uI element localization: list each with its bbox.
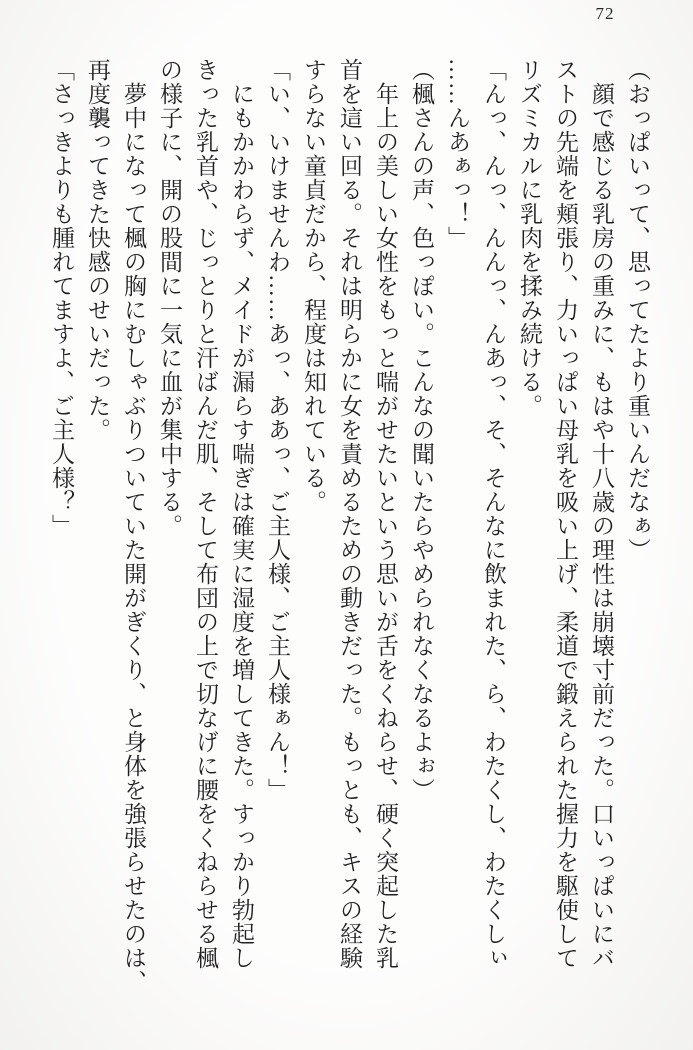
text-line: （おっぱいって、思ってたより重いんだなぁ）	[625, 58, 650, 562]
text-line: リズミカルに乳肉を揉み続ける。	[517, 58, 542, 418]
text-line: の様子に、開の股間に一気に血が集中する。	[157, 58, 182, 538]
text-line: 再度襲ってきた快感のせいだった。	[85, 58, 110, 442]
text-line: 「んっ、んっ、んんっ、んあっ、そ、そんなに飲まれた、ら、わたくし、わたくしぃ	[481, 58, 506, 970]
text-line: すらない童貞だから、程度は知れている。	[301, 58, 326, 514]
text-line: （楓さんの声、色っぽい。こんなの聞いたらやめられなくなるよぉ）	[409, 58, 434, 802]
text-line: 年上の美しい女性をもっと喘がせたいという思いが舌をくねらせ、硬く突起した乳	[373, 58, 398, 970]
text-line: 「い、いけませんわ……あっ、ああっ、ご主人様、ご主人様ぁん！」	[265, 58, 290, 802]
text-line: ……んあぁっ！」	[445, 58, 470, 250]
text-line: ストの先端を頬張り、力いっぱい母乳を吸い上げ、柔道で鍛えられた握力を駆使して	[553, 58, 578, 970]
text-line: 首を這い回る。それは明らかに女を責めるための動きだった。もっとも、キスの経験	[337, 58, 362, 970]
vertical-text-body	[43, 58, 655, 1003]
text-line: きった乳首や、じっとりと汗ばんだ肌、そして布団の上で切なげに腰をくねらせる楓	[193, 58, 218, 970]
page-number: 72	[595, 4, 615, 23]
text-line: にもかかわらず、メイドが漏らす喘ぎは確実に湿度を増してきた。すっかり勃起し	[229, 58, 254, 970]
text-line: 夢中になって楓の胸にむしゃぶりついていた開がぎくり、と身体を強張らせたのは、	[121, 58, 146, 994]
text-line: 顔で感じる乳房の重みに、もはや十八歳の理性は崩壊寸前だった。口いっぱいにバ	[589, 58, 614, 970]
text-line: 「さっきよりも腫れてますよ、ご主人様？」	[49, 58, 74, 538]
